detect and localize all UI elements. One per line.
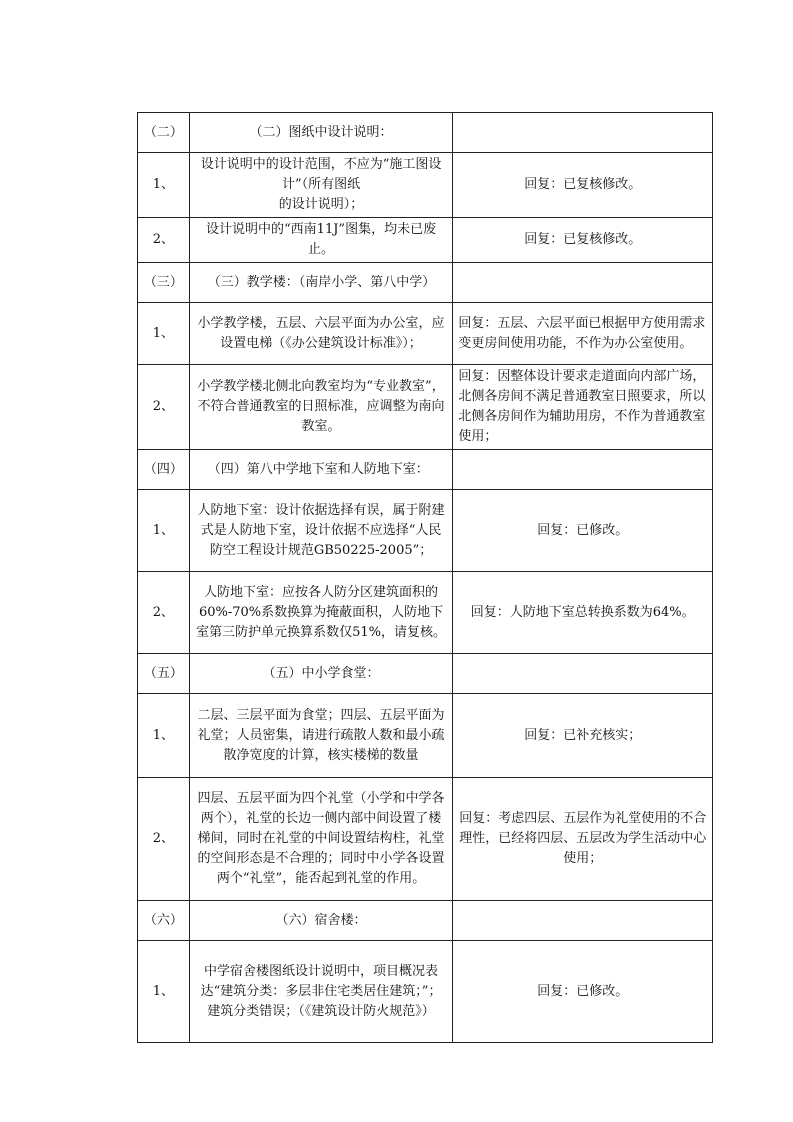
reply-text: 回复：考虑四层、五层作为礼堂使用的不合理性，已经将四层、五层改为学生活动中心使用； — [453, 778, 713, 901]
item-number: 1、 — [138, 153, 190, 218]
review-comment: 设计说明中的“西南11J”图集，均未已废止。 — [189, 218, 453, 263]
section-title: （二）图纸中设计说明： — [189, 113, 453, 153]
section-number: （四） — [138, 450, 190, 490]
section-number: （五） — [138, 654, 190, 694]
table-row — [138, 218, 713, 263]
section-reply-empty — [453, 901, 713, 941]
reply-text: 回复：已补充核实； — [453, 694, 713, 778]
review-comment: 设计说明中的设计范围，不应为“施工图设计”（所有图纸 的设计说明）； — [189, 153, 453, 218]
section-title: （四）第八中学地下室和人防地下室： — [189, 450, 453, 490]
item-number: 1、 — [138, 303, 190, 365]
section-title: （六）宿舍楼： — [189, 901, 453, 941]
reply-text: 回复：人防地下室总转换系数为64%。 — [453, 572, 713, 654]
table-row — [138, 778, 713, 901]
reply-text: 回复：已修改。 — [453, 941, 713, 1043]
item-number: 2、 — [138, 778, 190, 901]
section-row — [138, 263, 713, 303]
table-row — [138, 490, 713, 572]
review-comment: 小学教学楼，五层、六层平面为办公室，应设置电梯（《办公建筑设计标准》）； — [189, 303, 453, 365]
table-body — [138, 113, 713, 1043]
item-number: 1、 — [138, 941, 190, 1043]
review-comment: 四层、五层平面为四个礼堂（小学和中学各两个），礼堂的长边一侧内部中间设置了楼梯间，同时在礼堂的中间设置结构柱，礼堂的空间形态是不合理的；同时中小学各设置两个“礼堂”，能否起到礼堂的作用。 — [189, 778, 453, 901]
section-reply-empty — [453, 263, 713, 303]
section-number: （三） — [138, 263, 190, 303]
table-row — [138, 153, 713, 218]
reply-text: 回复：因整体设计要求走道面向内部广场，北侧各房间不满足普通教室日照要求，所以北侧各房间作为辅助用房，不作为普通教室使用； — [453, 365, 713, 450]
section-row — [138, 654, 713, 694]
reply-text: 回复：已复核修改。 — [453, 153, 713, 218]
section-number: （六） — [138, 901, 190, 941]
section-reply-empty — [453, 654, 713, 694]
section-title: （五）中小学食堂： — [189, 654, 453, 694]
section-number: （二） — [138, 113, 190, 153]
table-row — [138, 365, 713, 450]
section-reply-empty — [453, 113, 713, 153]
item-number: 1、 — [138, 490, 190, 572]
item-number: 2、 — [138, 365, 190, 450]
review-comment: 人防地下室：应按各人防分区建筑面积的60%-70%系数换算为掩蔽面积，人防地下室第三防护单元换算系数仅51%，请复核。 — [189, 572, 453, 654]
table-row — [138, 694, 713, 778]
review-comment: 中学宿舍楼图纸设计说明中，项目概况表达“建筑分类：多层非住宅类居住建筑；”；建筑分类错误；（《建筑设计防火规范》） — [189, 941, 453, 1043]
reply-text: 回复：五层、六层平面已根据甲方使用需求变更房间使用功能，不作为办公室使用。 — [453, 303, 713, 365]
review-comment: 二层、三层平面为食堂；四层、五层平面为礼堂；人员密集，请进行疏散人数和最小疏散净宽度的计算，核实楼梯的数量 — [189, 694, 453, 778]
section-title: （三）教学楼：（南岸小学、第八中学） — [189, 263, 453, 303]
section-row — [138, 901, 713, 941]
reply-text: 回复：已修改。 — [453, 490, 713, 572]
table-row — [138, 303, 713, 365]
review-table — [137, 112, 713, 1043]
reply-text: 回复：已复核修改。 — [453, 218, 713, 263]
section-reply-empty — [453, 450, 713, 490]
item-number: 2、 — [138, 572, 190, 654]
section-row — [138, 113, 713, 153]
review-comment: 人防地下室：设计依据选择有误，属于附建式是人防地下室，设计依据不应选择“人民防空工程设计规范GB50225-2005”； — [189, 490, 453, 572]
review-comment: 小学教学楼北侧北向教室均为“专业教室”，不符合普通教室的日照标准，应调整为南向教室。 — [189, 365, 453, 450]
item-number: 2、 — [138, 218, 190, 263]
item-number: 1、 — [138, 694, 190, 778]
section-row — [138, 450, 713, 490]
table-row — [138, 572, 713, 654]
table-row — [138, 941, 713, 1043]
